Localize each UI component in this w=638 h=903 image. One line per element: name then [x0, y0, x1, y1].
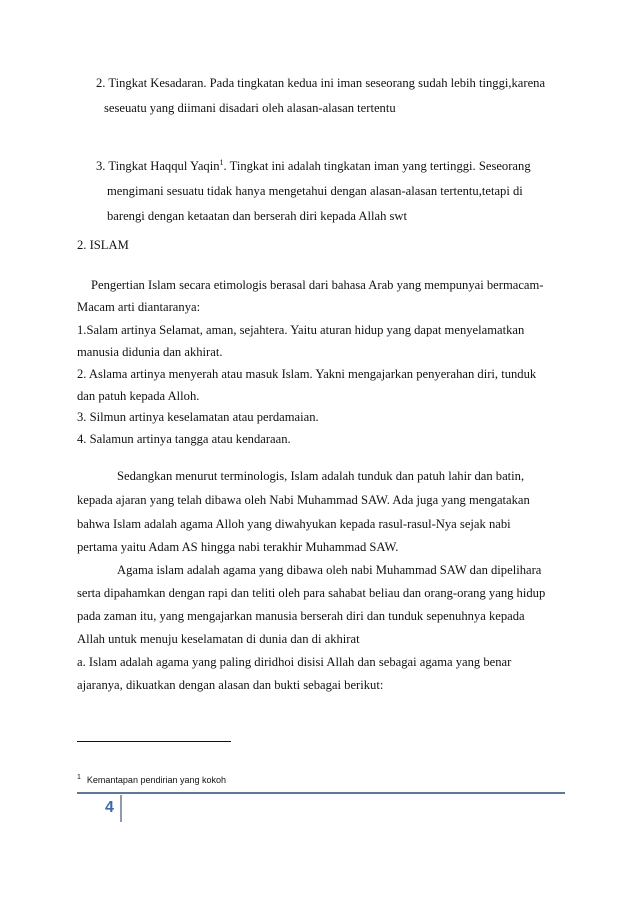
- paragraph-line: ajaranya, dikuatkan dengan alasan dan bukti sebagai berikut:: [77, 678, 384, 692]
- paragraph-line: Allah untuk menuju keselamatan di dunia dan di akhirat: [77, 632, 360, 646]
- footnote-text: Kemantapan pendirian yang kokoh: [86, 775, 227, 785]
- level-2-text-cont: seseuatu yang diimani disadari oleh alasan-alasan tertentu: [104, 101, 396, 115]
- level-3-text: [96, 158, 531, 174]
- paragraph-line: Macam arti diantaranya:: [77, 300, 201, 314]
- paragraph-line: Agama islam adalah agama yang dibawa oleh nabi Muhammad SAW dan dipelihara: [117, 563, 542, 577]
- section-heading-islam: 2. ISLAM: [77, 238, 129, 252]
- list-item-1-cont: manusia didunia dan akhirat.: [77, 345, 223, 359]
- list-item-3: 3. Silmun artinya keselamatan atau perdamaian.: [77, 410, 319, 424]
- footnote-marker: 1: [77, 774, 81, 781]
- paragraph-line: Pengertian Islam secara etimologis berasal dari bahasa Arab yang mempunyai bermacam-: [91, 278, 544, 292]
- list-item-4: 4. Salamun artinya tangga atau kendaraan.: [77, 432, 291, 446]
- paragraph-line: a. Islam adalah agama yang paling diridhoi disisi Allah dan sebagai agama yang benar: [77, 655, 512, 669]
- list-item-2: 2. Aslama artinya menyerah atau masuk Islam. Yakni mengajarkan penyerahan diri, tunduk: [77, 367, 537, 381]
- list-item-1: 1.Salam artinya Selamat, aman, sejahtera. Yaitu aturan hidup yang dapat menyelamatkan: [77, 323, 525, 337]
- level-3-rest: . Tingkat ini adalah tingkatan iman yang tertinggi. Seseorang: [223, 159, 531, 173]
- footnote: [77, 775, 226, 785]
- level-2-text: 2. Tingkat Kesadaran. Pada tingkatan kedua ini iman seseorang sudah lebih tinggi,karena: [96, 76, 546, 90]
- paragraph-line: serta dipahamkan dengan rapi dan teliti oleh para sahabat beliau dan orang-orang yang hidup: [77, 586, 546, 600]
- paragraph-line: pertama yaitu Adam AS hingga nabi terakhir Muhammad SAW.: [77, 540, 399, 554]
- paragraph-line: Sedangkan menurut terminologis, Islam adalah tunduk dan patuh lahir dan batin,: [117, 469, 525, 483]
- paragraph-line: bahwa Islam adalah agama Alloh yang diwahyukan kepada rasul-rasul-Nya sejak nabi: [77, 517, 511, 531]
- level-3-text-cont-1: mengimani sesuatu tidak hanya mengetahui dengan alasan-alasan tertentu,tetapi di: [107, 184, 523, 198]
- footnote-ref: 1: [219, 157, 224, 167]
- paragraph-line: kepada ajaran yang telah dibawa oleh Nabi Muhammad SAW. Ada juga yang mengatakan: [77, 493, 530, 507]
- level-3-lead: 3. Tingkat Haqqul Yaqin: [96, 159, 220, 173]
- level-3-text-cont-2: barengi dengan ketaatan dan berserah diri kepada Allah swt: [107, 209, 408, 223]
- footer-rule: [77, 792, 565, 794]
- footnote-separator: [77, 741, 231, 742]
- list-item-2-cont: dan patuh kepada Alloh.: [77, 389, 200, 403]
- footer-divider: [120, 795, 122, 822]
- paragraph-line: pada zaman itu, yang mengajarkan manusia berserah diri dan tunduk sepenuhnya kepada: [77, 609, 525, 623]
- page-number: 4: [105, 799, 114, 816]
